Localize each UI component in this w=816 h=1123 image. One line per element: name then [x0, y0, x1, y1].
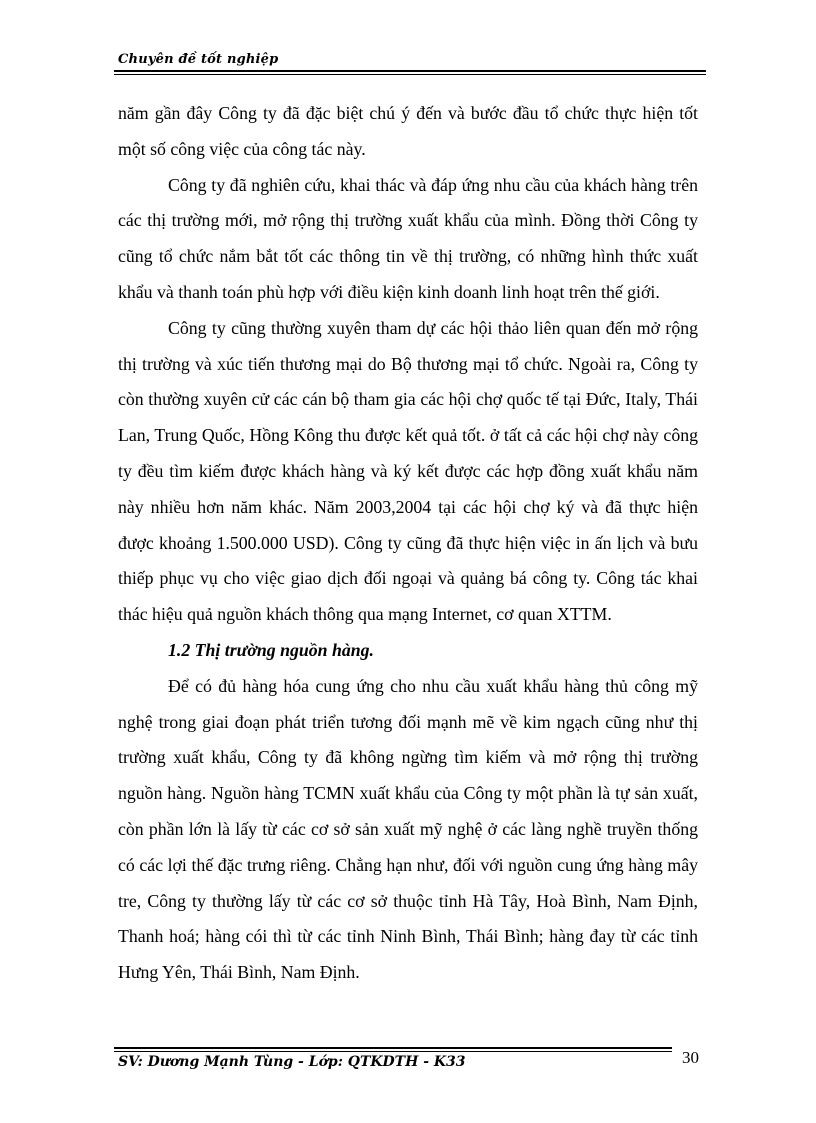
header-divider-thin: [114, 74, 706, 75]
section-heading: 1.2 Thị trường nguồn hàng.: [168, 639, 374, 660]
page-header-title: Chuyên đề tốt nghiệp: [118, 52, 279, 67]
paragraph-2: Công ty đã nghiên cứu, khai thác và đáp ứng nhu cầu của khách hàng trên các thị trường mới, mở rộng thị trường xuất khẩu của mình. Đồng thời Công ty cũng tổ chức nắm bắt tốt các thông tin về thị trường, có những hình thức xuất khẩu và thanh toán phù hợp với điều kiện kinh doanh linh hoạt trên thế giới.: [118, 174, 698, 302]
footer-divider: [114, 1047, 672, 1049]
header-divider: [114, 70, 706, 72]
document-body: [118, 96, 698, 991]
paragraph-3: Công ty cũng thường xuyên tham dự các hội thảo liên quan đến mở rộng thị trường và xúc tiến thương mại do Bộ thương mại tổ chức. Ngoài ra, Công ty còn thường xuyên cử các cán bộ tham gia các hội chợ quốc tế tại Đức, Italy, Thái Lan, Trung Quốc, Hồng Kông thu được kết quả tốt. ở tất cả các hội chợ này công ty đều tìm kiếm được khách hàng và ký kết được các hợp đồng xuất khẩu năm này nhiều hơn năm khác. Năm 2003,2004 tại các hội chợ ký và đã thực hiện được khoảng 1.500.000 USD). Công ty cũng đã thực hiện việc in ấn lịch và bưu thiếp phục vụ cho việc giao dịch đối ngoại và quảng bá công ty. Công tác khai thác hiệu quả nguồn khách thông qua mạng Internet, cơ quan XTTM.: [118, 317, 698, 625]
page-number: 30: [682, 1048, 699, 1067]
footer-author: SV: Dương Mạnh Tùng - Lớp: QTKDTH - K33: [118, 1054, 466, 1070]
section-paragraph: Để có đủ hàng hóa cung ứng cho nhu cầu xuất khẩu hàng thủ công mỹ nghệ trong giai đoạn phát triển tương đối mạnh mẽ về kim ngạch cũng như thị trường xuất khẩu, Công ty đã không ngừng tìm kiếm và mở rộng thị trường nguồn hàng. Nguồn hàng TCMN xuất khẩu của Công ty một phần là tự sản xuất, còn phần lớn là lấy từ các cơ sở sản xuất mỹ nghệ ở các làng nghề truyền thống có các lợi thế đặc trưng riêng. Chẳng hạn như, đối với nguồn cung ứng hàng mây tre, Công ty thường lấy từ các cơ sở thuộc tỉnh Hà Tây, Hoà Bình, Nam Định, Thanh hoá; hàng cói thì từ các tỉnh Ninh Bình, Thái Bình; hàng đay từ các tỉnh Hưng Yên, Thái Bình, Nam Định.: [118, 675, 698, 983]
footer-divider-thin: [114, 1051, 672, 1052]
paragraph-1: năm gần đây Công ty đã đặc biệt chú ý đến và bước đầu tổ chức thực hiện tốt một số công việc của công tác này.: [118, 103, 698, 159]
